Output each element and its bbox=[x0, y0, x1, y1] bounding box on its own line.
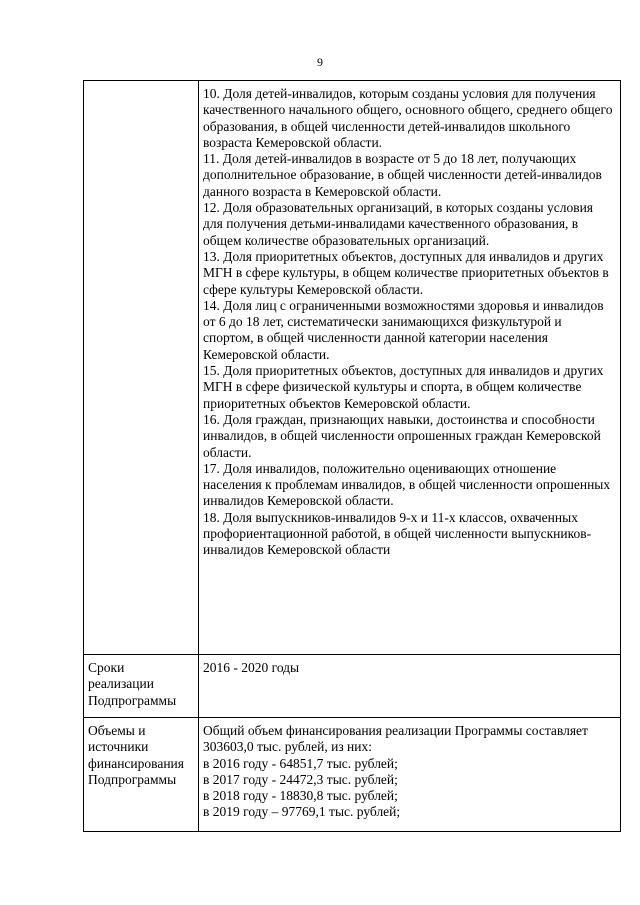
finance-cell bbox=[199, 718, 621, 832]
finance-line: в 2017 году - 24472,3 тыс. рублей; bbox=[203, 771, 398, 787]
indicator-item: 11. Доля детей-инвалидов в возрасте от 5 до 18 лет, получающих дополнительное образование, в общей численности детей-инвалидов данного возраста в Кемеровской области. bbox=[203, 151, 602, 199]
finance-line: в 2018 году - 18830,8 тыс. рублей; bbox=[203, 788, 398, 804]
indicator-item: 16. Доля граждан, признающих навыки, достоинства и способности инвалидов, в общей численности опрошенных граждан Кемеровской области. bbox=[203, 411, 601, 460]
term-label: Сроки реализации Подпрограммы bbox=[84, 655, 199, 718]
term-value: 2016 - 2020 годы bbox=[199, 655, 621, 718]
subprogram-passport-table bbox=[83, 80, 621, 832]
indicators-label-cell bbox=[84, 81, 199, 655]
indicator-item: 15. Доля приоритетных объектов, доступных для инвалидов и других МГН в сфере физической культуры и спорта, в общем количестве приоритетных объектов Кемеровской области. bbox=[203, 363, 604, 411]
indicator-item: 14. Доля лиц с ограниченными возможностями здоровья и инвалидов от 6 до 18 лет, систематически занимающихся физкультурой и спортом, в общей численности данной категории населения Кемеровской области. bbox=[203, 297, 604, 362]
finance-line: в 2019 году – 97769,1 тыс. рублей; bbox=[203, 804, 401, 820]
indicators-cell bbox=[199, 81, 621, 655]
indicator-item: 12. Доля образовательных организаций, в которых созданы условия для получения детьми-инвалидами качественного образования, в общем количестве образовательных организаций. bbox=[203, 200, 593, 248]
finance-label: Объемы и источники финансирования Подпрограммы bbox=[84, 718, 199, 832]
finance-line: в 2016 году - 64851,7 тыс. рублей; bbox=[203, 755, 398, 771]
finance-line: Общий объем финансирования реализации Программы составляет 303603,0 тыс. рублей, из них: bbox=[203, 723, 588, 755]
indicator-item: 10. Доля детей-инвалидов, которым созданы условия для получения качественного начального общего, основного общего, среднего общего образования, в общей численности детей-инвалидов школьного возраста Кемеровской области. bbox=[203, 86, 613, 150]
page-number: 9 bbox=[317, 55, 323, 69]
indicator-item: 17. Доля инвалидов, положительно оценивающих отношение населения к проблемам инвалидов, в общей численности опрошенных инвалидов Кемеровской области. bbox=[203, 460, 611, 509]
term-row bbox=[84, 655, 621, 718]
indicator-item: 18. Доля выпускников-инвалидов 9-х и 11-х классов, охваченных профориентационной работой, в общей численности выпускников-инвалидов Кемеровской области bbox=[203, 509, 592, 558]
finance-row bbox=[84, 718, 621, 832]
indicators-row bbox=[84, 81, 621, 655]
indicator-item: 13. Доля приоритетных объектов, доступных для инвалидов и других МГН в сфере культуры, в общем количестве приоритетных объектов в сфере культуры Кемеровской области. bbox=[203, 248, 609, 297]
